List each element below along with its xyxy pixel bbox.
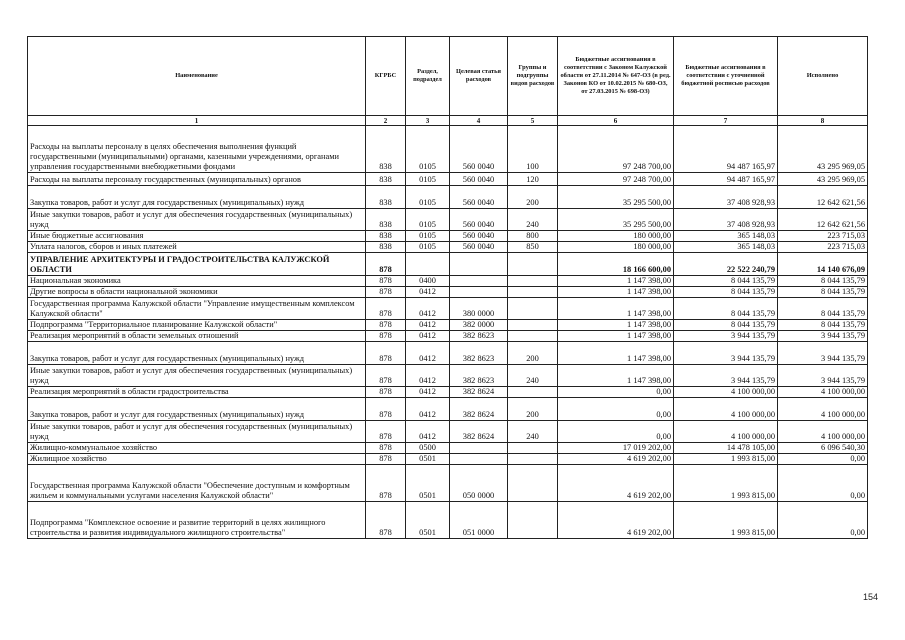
row-kgrbs: 878 xyxy=(366,298,406,320)
table-row xyxy=(28,186,868,209)
row-target-article xyxy=(450,443,508,454)
row-expense-group xyxy=(508,387,558,398)
row-name: Закупка товаров, работ и услуг для государственных (муниципальных) нужд xyxy=(28,342,366,365)
row-plan-amount: 8 044 135,79 xyxy=(674,298,778,320)
row-executed-amount: 223 715,03 xyxy=(778,231,868,242)
table-row xyxy=(28,209,868,231)
table-body xyxy=(28,126,868,539)
header-target-article: Целевая статья расходов xyxy=(450,37,508,116)
row-kgrbs: 878 xyxy=(366,421,406,443)
header-kgrbs: КГРБС xyxy=(366,37,406,116)
row-plan-amount: 8 044 135,79 xyxy=(674,276,778,287)
row-law-amount: 35 295 500,00 xyxy=(558,209,674,231)
row-target-article: 382 8624 xyxy=(450,398,508,421)
table-row xyxy=(28,454,868,465)
row-kgrbs: 878 xyxy=(366,276,406,287)
row-name: Государственная программа Калужской области "Управление имущественным комплексом Калужской области" xyxy=(28,298,366,320)
row-expense-group xyxy=(508,454,558,465)
row-expense-group xyxy=(508,298,558,320)
row-expense-group xyxy=(508,276,558,287)
row-plan-amount: 3 944 135,79 xyxy=(674,331,778,342)
row-law-amount: 1 147 398,00 xyxy=(558,365,674,387)
row-razdel: 0412 xyxy=(406,387,450,398)
row-law-amount: 1 147 398,00 xyxy=(558,276,674,287)
column-number: 2 xyxy=(366,116,406,126)
row-name: Расходы на выплаты персоналу в целях обеспечения выполнения функций государственными (муниципальными) органами, казенными учреждениями, органами управления государственными внебюджетными фондами xyxy=(28,126,366,173)
row-target-article: 560 0040 xyxy=(450,242,508,253)
row-expense-group xyxy=(508,502,558,539)
row-target-article xyxy=(450,287,508,298)
row-plan-amount: 8 044 135,79 xyxy=(674,287,778,298)
row-expense-group xyxy=(508,320,558,331)
row-plan-amount: 37 408 928,93 xyxy=(674,186,778,209)
row-plan-amount: 1 993 815,00 xyxy=(674,454,778,465)
row-plan-amount: 4 100 000,00 xyxy=(674,398,778,421)
row-executed-amount: 8 044 135,79 xyxy=(778,287,868,298)
table-row xyxy=(28,443,868,454)
row-expense-group: 200 xyxy=(508,186,558,209)
table-row xyxy=(28,173,868,186)
row-kgrbs: 878 xyxy=(366,454,406,465)
row-razdel: 0105 xyxy=(406,231,450,242)
table-row xyxy=(28,331,868,342)
row-name: Реализация мероприятий в области земельных отношений xyxy=(28,331,366,342)
row-expense-group: 120 xyxy=(508,173,558,186)
row-plan-amount: 37 408 928,93 xyxy=(674,209,778,231)
row-name: Иные бюджетные ассигнования xyxy=(28,231,366,242)
row-target-article: 560 0040 xyxy=(450,231,508,242)
row-executed-amount: 0,00 xyxy=(778,454,868,465)
column-number-row xyxy=(28,116,868,126)
row-expense-group: 240 xyxy=(508,421,558,443)
row-expense-group: 800 xyxy=(508,231,558,242)
row-executed-amount: 3 944 135,79 xyxy=(778,365,868,387)
row-razdel: 0412 xyxy=(406,331,450,342)
table-row xyxy=(28,421,868,443)
row-kgrbs: 878 xyxy=(366,253,406,276)
column-number: 7 xyxy=(674,116,778,126)
row-expense-group: 200 xyxy=(508,342,558,365)
row-razdel: 0105 xyxy=(406,186,450,209)
column-number: 6 xyxy=(558,116,674,126)
row-expense-group: 850 xyxy=(508,242,558,253)
budget-table xyxy=(27,36,868,539)
row-executed-amount: 12 642 621,56 xyxy=(778,209,868,231)
row-name: Расходы на выплаты персоналу государственных (муниципальных) органов xyxy=(28,173,366,186)
row-razdel: 0412 xyxy=(406,320,450,331)
row-razdel: 0412 xyxy=(406,342,450,365)
row-kgrbs: 878 xyxy=(366,443,406,454)
row-razdel: 0412 xyxy=(406,365,450,387)
header-law-allocation: Бюджетные ассигнования в соответствии с Законом Калужской области от 27.11.2014 № 647-ОЗ (в ред. Законов КО от 10.02.2015 № 680-ОЗ, от 27.03.2015 № 698-ОЗ) xyxy=(558,37,674,116)
row-executed-amount: 4 100 000,00 xyxy=(778,398,868,421)
row-name: Иные закупки товаров, работ и услуг для обеспечения государственных (муниципальных) нужд xyxy=(28,365,366,387)
row-razdel: 0412 xyxy=(406,421,450,443)
row-expense-group xyxy=(508,331,558,342)
row-plan-amount: 3 944 135,79 xyxy=(674,342,778,365)
row-expense-group: 100 xyxy=(508,126,558,173)
row-expense-group xyxy=(508,253,558,276)
row-executed-amount: 14 140 676,09 xyxy=(778,253,868,276)
row-executed-amount: 8 044 135,79 xyxy=(778,298,868,320)
table-row xyxy=(28,231,868,242)
table-row xyxy=(28,320,868,331)
header-executed: Исполнено xyxy=(778,37,868,116)
row-razdel: 0105 xyxy=(406,173,450,186)
row-kgrbs: 838 xyxy=(366,231,406,242)
row-target-article: 382 8623 xyxy=(450,342,508,365)
column-number: 5 xyxy=(508,116,558,126)
row-kgrbs: 838 xyxy=(366,242,406,253)
row-law-amount: 97 248 700,00 xyxy=(558,173,674,186)
row-law-amount: 180 000,00 xyxy=(558,242,674,253)
row-executed-amount: 8 044 135,79 xyxy=(778,276,868,287)
row-target-article: 382 8623 xyxy=(450,365,508,387)
row-kgrbs: 878 xyxy=(366,465,406,502)
row-target-article: 382 8624 xyxy=(450,387,508,398)
row-target-article xyxy=(450,276,508,287)
row-plan-amount: 4 100 000,00 xyxy=(674,421,778,443)
table-row xyxy=(28,242,868,253)
row-expense-group: 200 xyxy=(508,398,558,421)
row-name: Подпрограмма "Территориальное планирование Калужской области" xyxy=(28,320,366,331)
row-executed-amount: 0,00 xyxy=(778,502,868,539)
row-name: Иные закупки товаров, работ и услуг для обеспечения государственных (муниципальных) нужд xyxy=(28,209,366,231)
row-target-article: 560 0040 xyxy=(450,173,508,186)
row-target-article: 560 0040 xyxy=(450,126,508,173)
row-target-article: 382 8623 xyxy=(450,331,508,342)
table-header-row xyxy=(28,37,868,116)
row-law-amount: 4 619 202,00 xyxy=(558,454,674,465)
row-name: Государственная программа Калужской области "Обеспечение доступным и комфортным жильем и коммунальными услугами населения Калужской области" xyxy=(28,465,366,502)
row-law-amount: 1 147 398,00 xyxy=(558,287,674,298)
row-target-article: 050 0000 xyxy=(450,465,508,502)
row-plan-amount: 22 522 240,79 xyxy=(674,253,778,276)
row-law-amount: 1 147 398,00 xyxy=(558,320,674,331)
header-razdel: Раздел, подраздел xyxy=(406,37,450,116)
row-target-article: 382 0000 xyxy=(450,320,508,331)
row-plan-amount: 94 487 165,97 xyxy=(674,173,778,186)
table-row xyxy=(28,398,868,421)
row-plan-amount: 365 148,03 xyxy=(674,242,778,253)
row-executed-amount: 4 100 000,00 xyxy=(778,421,868,443)
row-kgrbs: 878 xyxy=(366,342,406,365)
row-plan-amount: 14 478 105,00 xyxy=(674,443,778,454)
column-number: 3 xyxy=(406,116,450,126)
table-row xyxy=(28,276,868,287)
row-target-article xyxy=(450,454,508,465)
row-razdel: 0412 xyxy=(406,287,450,298)
row-law-amount: 97 248 700,00 xyxy=(558,126,674,173)
row-target-article: 560 0040 xyxy=(450,209,508,231)
row-razdel: 0105 xyxy=(406,209,450,231)
row-plan-amount: 3 944 135,79 xyxy=(674,365,778,387)
row-name: Иные закупки товаров, работ и услуг для обеспечения государственных (муниципальных) нужд xyxy=(28,421,366,443)
row-executed-amount: 3 944 135,79 xyxy=(778,331,868,342)
table-row xyxy=(28,253,868,276)
column-number: 1 xyxy=(28,116,366,126)
row-law-amount: 4 619 202,00 xyxy=(558,465,674,502)
row-executed-amount: 43 295 969,05 xyxy=(778,126,868,173)
row-executed-amount: 3 944 135,79 xyxy=(778,342,868,365)
row-kgrbs: 878 xyxy=(366,387,406,398)
row-name: УПРАВЛЕНИЕ АРХИТЕКТУРЫ И ГРАДОСТРОИТЕЛЬСТВА КАЛУЖСКОЙ ОБЛАСТИ xyxy=(28,253,366,276)
page-number: 154 xyxy=(863,592,879,602)
row-expense-group xyxy=(508,465,558,502)
row-razdel: 0501 xyxy=(406,454,450,465)
row-law-amount: 0,00 xyxy=(558,421,674,443)
row-law-amount: 1 147 398,00 xyxy=(558,298,674,320)
row-plan-amount: 4 100 000,00 xyxy=(674,387,778,398)
row-plan-amount: 1 993 815,00 xyxy=(674,502,778,539)
row-executed-amount: 8 044 135,79 xyxy=(778,320,868,331)
table-row xyxy=(28,298,868,320)
row-executed-amount: 4 100 000,00 xyxy=(778,387,868,398)
row-law-amount: 0,00 xyxy=(558,398,674,421)
table-row xyxy=(28,465,868,502)
header-name: Наименование xyxy=(28,37,366,116)
row-kgrbs: 838 xyxy=(366,126,406,173)
row-kgrbs: 878 xyxy=(366,287,406,298)
row-target-article xyxy=(450,253,508,276)
row-razdel: 0501 xyxy=(406,465,450,502)
row-kgrbs: 838 xyxy=(366,186,406,209)
row-name: Жилищно-коммунальное хозяйство xyxy=(28,443,366,454)
row-razdel: 0400 xyxy=(406,276,450,287)
row-kgrbs: 838 xyxy=(366,173,406,186)
column-number: 4 xyxy=(450,116,508,126)
row-expense-group xyxy=(508,287,558,298)
row-law-amount: 1 147 398,00 xyxy=(558,331,674,342)
table-row xyxy=(28,126,868,173)
row-name: Национальная экономика xyxy=(28,276,366,287)
row-target-article: 051 0000 xyxy=(450,502,508,539)
row-executed-amount: 43 295 969,05 xyxy=(778,173,868,186)
row-razdel: 0412 xyxy=(406,298,450,320)
table-row xyxy=(28,502,868,539)
row-law-amount: 4 619 202,00 xyxy=(558,502,674,539)
column-number: 8 xyxy=(778,116,868,126)
row-plan-amount: 94 487 165,97 xyxy=(674,126,778,173)
row-expense-group: 240 xyxy=(508,209,558,231)
row-razdel: 0412 xyxy=(406,398,450,421)
row-plan-amount: 8 044 135,79 xyxy=(674,320,778,331)
row-target-article: 380 0000 xyxy=(450,298,508,320)
table-row xyxy=(28,365,868,387)
row-razdel: 0500 xyxy=(406,443,450,454)
row-executed-amount: 6 096 540,30 xyxy=(778,443,868,454)
row-target-article: 560 0040 xyxy=(450,186,508,209)
row-name: Закупка товаров, работ и услуг для государственных (муниципальных) нужд xyxy=(28,186,366,209)
row-kgrbs: 878 xyxy=(366,331,406,342)
row-name: Жилищное хозяйство xyxy=(28,454,366,465)
row-plan-amount: 365 148,03 xyxy=(674,231,778,242)
row-expense-group: 240 xyxy=(508,365,558,387)
row-law-amount: 17 019 202,00 xyxy=(558,443,674,454)
row-name: Закупка товаров, работ и услуг для государственных (муниципальных) нужд xyxy=(28,398,366,421)
table-row xyxy=(28,287,868,298)
row-kgrbs: 878 xyxy=(366,502,406,539)
row-razdel: 0105 xyxy=(406,126,450,173)
row-razdel xyxy=(406,253,450,276)
header-expense-group: Группы и подгруппы видов расходов xyxy=(508,37,558,116)
row-law-amount: 35 295 500,00 xyxy=(558,186,674,209)
row-expense-group xyxy=(508,443,558,454)
row-name: Подпрограмма "Комплексное освоение и развитие территорий в целях жилищного строительства и развития индивидуального жилищного строительства" xyxy=(28,502,366,539)
row-kgrbs: 878 xyxy=(366,365,406,387)
row-name: Другие вопросы в области национальной экономики xyxy=(28,287,366,298)
row-executed-amount: 0,00 xyxy=(778,465,868,502)
row-executed-amount: 12 642 621,56 xyxy=(778,186,868,209)
table-row xyxy=(28,387,868,398)
row-razdel: 0501 xyxy=(406,502,450,539)
row-law-amount: 180 000,00 xyxy=(558,231,674,242)
row-kgrbs: 878 xyxy=(366,320,406,331)
row-name: Реализация мероприятий в области градостроительства xyxy=(28,387,366,398)
row-executed-amount: 223 715,03 xyxy=(778,242,868,253)
row-law-amount: 18 166 600,00 xyxy=(558,253,674,276)
row-law-amount: 1 147 398,00 xyxy=(558,342,674,365)
row-kgrbs: 838 xyxy=(366,209,406,231)
row-plan-amount: 1 993 815,00 xyxy=(674,465,778,502)
row-name: Уплата налогов, сборов и иных платежей xyxy=(28,242,366,253)
table-row xyxy=(28,342,868,365)
row-razdel: 0105 xyxy=(406,242,450,253)
row-target-article: 382 8624 xyxy=(450,421,508,443)
header-plan-allocation: Бюджетные ассигнования в соответствии с уточненной бюджетной росписью расходов xyxy=(674,37,778,116)
row-law-amount: 0,00 xyxy=(558,387,674,398)
row-kgrbs: 878 xyxy=(366,398,406,421)
